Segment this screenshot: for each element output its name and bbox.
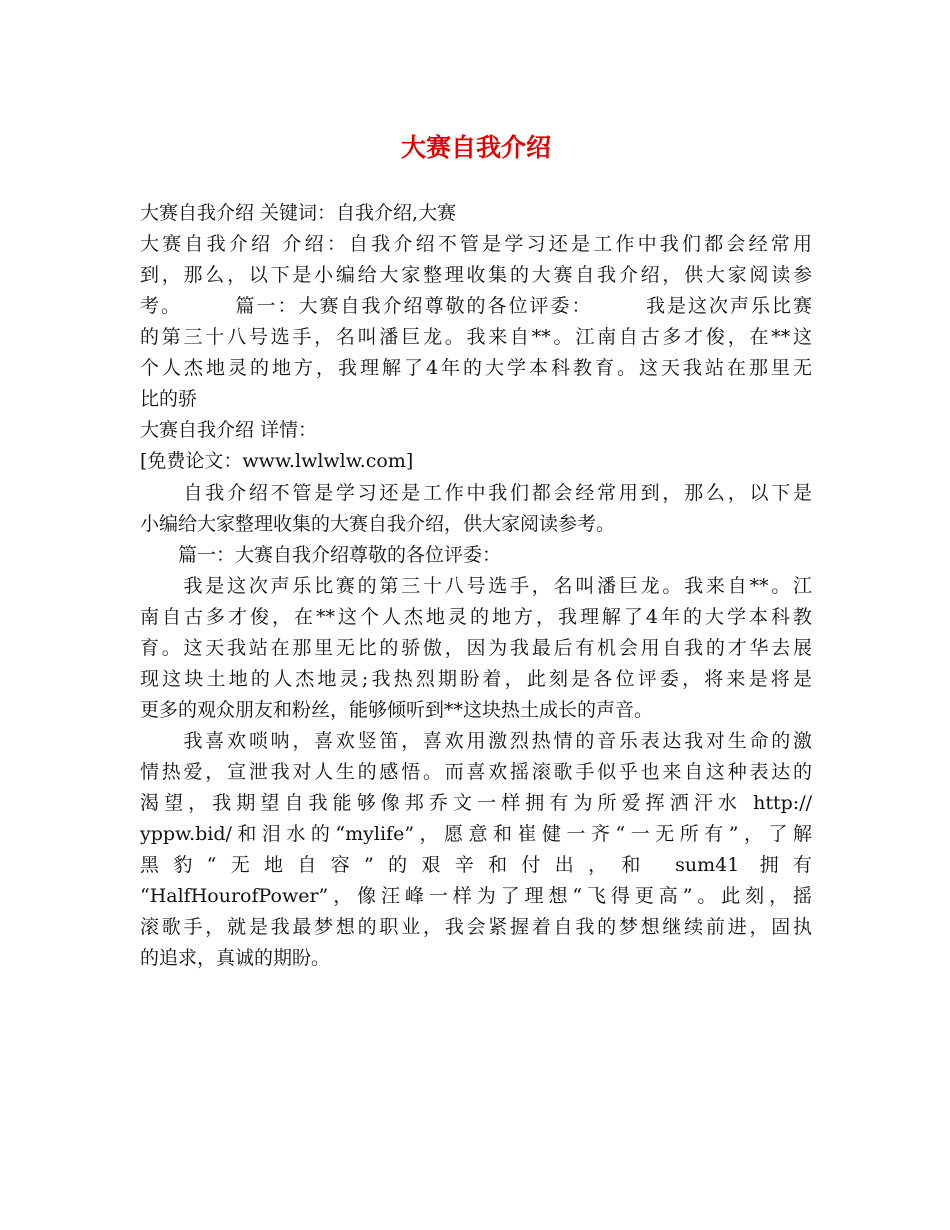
body-section: [140, 478, 812, 974]
body-line: 育。这天我站在那里无比的骄傲，因为我最后有机会用自我的才华去展: [140, 637, 812, 659]
source-link[interactable]: [免费论文：www.lwlwlw.com]: [140, 450, 414, 472]
body-line: 的追求，真诚的期盼。: [140, 947, 331, 969]
body-line: 黑豹“无地自容”的艰辛和付出，和 sum41 拥有: [140, 854, 812, 876]
document-title: 大赛自我介绍: [400, 133, 551, 162]
body-line: 渴望，我期望自我能够像邦乔文一样拥有为所爱挥洒汗水 http://: [140, 792, 812, 814]
body-line: 南自古多才俊，在**这个人杰地灵的地方，我理解了4年的大学本科教: [140, 606, 812, 628]
meta-line: 考。 篇一：大赛自我介绍尊敬的各位评委： 我是这次声乐比赛: [140, 295, 812, 317]
document-page: [140, 128, 812, 974]
meta-section: [140, 198, 812, 477]
meta-line-details: 大赛自我介绍 详情：: [140, 419, 318, 441]
body-line: 自我介绍不管是学习还是工作中我们都会经常用到，那么，以下是: [140, 482, 812, 504]
meta-line: 到，那么，以下是小编给大家整理收集的大赛自我介绍，供大家阅读参: [140, 264, 812, 286]
meta-line-intro: 大赛自我介绍 介绍：自我介绍不管是学习还是工作中我们都会经常用: [140, 233, 812, 255]
body-line: 现这块土地的人杰地灵;我热烈期盼着，此刻是各位评委，将来是将是: [140, 668, 812, 690]
meta-line: 的第三十八号选手，名叫潘巨龙。我来自**。江南自古多才俊，在**这: [140, 326, 812, 348]
body-line: 更多的观众朋友和粉丝，能够倾听到**这块热土成长的声音。: [140, 699, 654, 721]
meta-line-keywords: 大赛自我介绍 关键词：自我介绍,大赛: [140, 202, 457, 224]
body-line: 情热爱，宣泄我对人生的感悟。而喜欢摇滚歌手似乎也来自这种表达的: [140, 761, 812, 783]
meta-line: 比的骄: [140, 388, 198, 410]
body-line: 小编给大家整理收集的大赛自我介绍，供大家阅读参考。: [140, 513, 616, 535]
body-line: 我喜欢唢呐，喜欢竖笛，喜欢用激烈热情的音乐表达我对生命的激: [140, 730, 812, 752]
body-line: 篇一：大赛自我介绍尊敬的各位评委：: [140, 544, 502, 566]
body-line: 滚歌手，就是我最梦想的职业，我会紧握着自我的梦想继续前进，固执: [140, 916, 812, 938]
body-line: 我是这次声乐比赛的第三十八号选手，名叫潘巨龙。我来自**。江: [140, 575, 812, 597]
body-line: “HalfHourofPower”，像汪峰一样为了理想“飞得更高”。此刻，摇: [140, 885, 812, 907]
body-line: yppw.bid/和泪水的“mylife”，愿意和崔健一齐“一无所有”，了解: [140, 823, 812, 845]
meta-line: 个人杰地灵的地方，我理解了4年的大学本科教育。这天我站在那里无: [140, 357, 812, 379]
